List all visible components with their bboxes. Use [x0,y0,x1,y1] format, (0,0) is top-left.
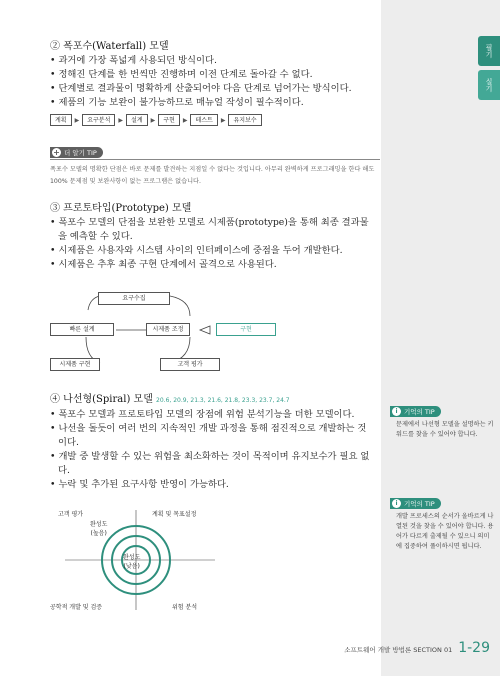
arrow-icon: ▶ [118,116,124,124]
flow-step: 유지보수 [228,114,261,126]
lightbulb-icon: i [392,499,401,508]
proto-adjust-box: 시제품 조정 [146,323,190,336]
flow-step: 계획 [50,114,72,126]
waterfall-bullet: • 과거에 가장 폭넓게 사용되던 방식이다. [50,54,375,68]
proto-eval-box: 고객 평가 [160,358,220,371]
waterfall-bullet: • 제품의 기능 보완이 불가능하므로 매뉴얼 작성이 필수적이다. [50,96,375,110]
flow-step: 구현 [158,114,180,126]
main-content [50,40,375,272]
prototype-bullet: • 시제품은 사용자와 시스템 사이의 인터페이스에 중점을 두어 개발한다. [50,244,375,258]
footer-section: 소프트웨어 개발 방법론 SECTION 01 [344,646,453,654]
spiral-section [50,393,375,492]
proto-req-box: 요구수집 [98,292,170,305]
prototype-bullet: • 폭포수 모델의 단점을 보완한 모델로 시제품(prototype)을 통해 최종 결과물을 예측할 수 있다. [50,216,375,244]
memory-tip-badge [390,498,441,509]
memory-tip-2 [390,490,494,552]
spiral-inner-label: 완성도 (낮음) [123,554,141,570]
spiral-diagram [50,505,250,615]
proto-quick-box: 빠른 설계 [50,323,114,336]
side-column [381,0,500,676]
prototype-bullet: • 시제품은 추후 최종 구현 단계에서 골격으로 사용된다. [50,258,375,272]
spiral-q4: 위험 분석 [172,604,198,611]
spiral-bullet: • 누락 및 추가된 요구사항 반영이 가능하다. [50,478,375,492]
tip-badge [50,147,103,158]
waterfall-bullet: • 단계별로 결과물이 명확하게 산출되어야 다음 단계로 넘어가는 방식이다. [50,82,375,96]
spiral-q3: 공학적 개발 및 검증 [50,604,103,611]
waterfall-bullet: • 정해진 단계를 한 번씩만 진행하며 이전 단계로 돌아갈 수 없다. [50,68,375,82]
arrow-icon: ▶ [74,116,80,124]
tip-text: 폭포수 모델의 명확한 단점은 바로 문제를 발견하는 지점일 수 없다는 것입니다. 아무리 완벽하게 프로그래밍을 한다 해도 100% 문제점 및 보완사항이 없는 프로그램은 없습니다. [50,166,375,185]
arrow-icon: ▶ [220,116,226,124]
spiral-bullet: • 개발 중 발생할 수 있는 위험을 최소화하는 것이 목적이며 유지보수가 필요 없다. [50,450,375,478]
lightbulb-icon: i [392,407,401,416]
memory-tip-1 [390,398,494,440]
spiral-outer-label: 완성도 (높음) [90,521,108,537]
spiral-bullet: • 나선을 돌듯이 여러 번의 지속적인 개발 과정을 통해 점진적으로 개발하는 것이다. [50,422,375,450]
spiral-q2: 계획 및 목표설정 [152,511,197,518]
spiral-title: ④ 나선형(Spiral) 모델 [50,394,153,405]
spiral-heading [50,393,375,408]
proto-build-box: 시제품 구현 [50,358,100,371]
memory-tip-text: 개발 프로세스의 순서가 올바르게 나열된 것을 찾을 수 있어야 합니다. 용어가 다르게 출제될 수 있으니 의미에 집중하여 풀이하시면 됩니다. [396,513,494,550]
memory-tip-label: 기억의 TIP [404,408,435,416]
flow-step: 테스트 [190,114,217,126]
tip-header [50,140,380,160]
prototype-heading: ③ 프로토타입(Prototype) 모델 [50,203,192,214]
memory-tip-badge [390,406,441,417]
page-footer [344,640,490,656]
memory-tip-label: 기억의 TIP [404,500,435,508]
waterfall-flow [50,114,375,126]
flow-step: 설계 [126,114,148,126]
page-number: 1-29 [458,640,490,656]
spiral-bullet: • 폭포수 모델과 프로토타입 모델의 장점에 위험 분석기능을 더한 모델이다. [50,408,375,422]
proto-impl-box: 구현 [216,323,276,336]
arrow-icon: ▶ [182,116,188,124]
tip-label: 더 알기 TIP [64,149,97,157]
plus-icon: + [53,148,60,157]
prototype-diagram [50,290,350,380]
tab-written[interactable]: 필기 [478,36,500,66]
memory-tip-text: 문제에서 나선형 모델을 설명하는 키워드를 찾을 수 있어야 합니다. [396,421,494,438]
spiral-refs: 20.6, 20.9, 21.3, 21.6, 21.8, 23.3, 23.7, 24.7 [156,397,290,404]
tab-practical[interactable]: 실기 [478,70,500,100]
waterfall-heading: ② 폭포수(Waterfall) 모델 [50,41,169,52]
spiral-graphic [50,505,250,615]
arrow-icon: ▶ [150,116,156,124]
flow-step: 요구분석 [82,114,115,126]
spiral-q1: 고객 평가 [58,511,84,518]
